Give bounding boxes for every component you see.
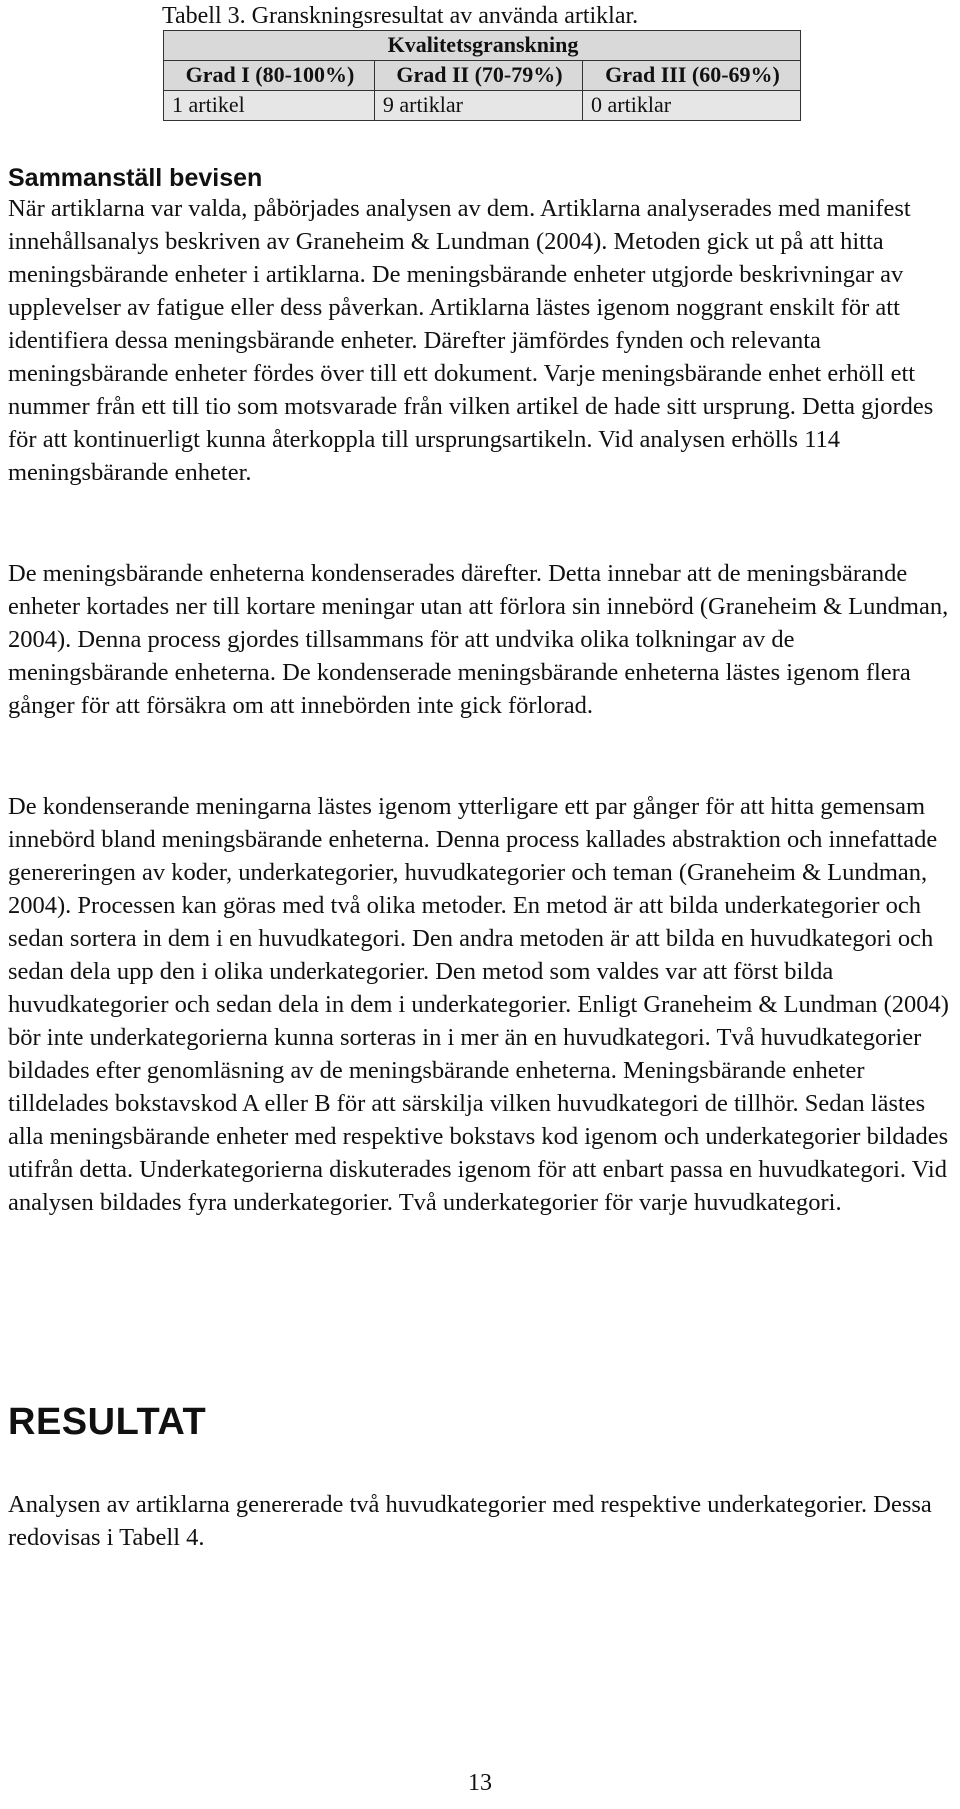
column-header: Grad II (70-79%)	[374, 61, 582, 91]
body-paragraph: De meningsbärande enheterna kondenserades därefter. Detta innebar att de meningsbärande enheter kortades ner till kortare meningar utan att förlora sin innebörd (Graneheim & Lundman, 2004). Denna process gjordes tillsammans för att undvika olika tolkningar av de meningsbärande enheterna. De kondenserade meningsbärande enheterna lästes igenom flera gånger för att försäkra om att innebörden inte gick förlorad.	[8, 560, 949, 719]
table-cell: 0 artiklar	[583, 91, 801, 121]
table-cell: 9 artiklar	[374, 91, 582, 121]
table-cell: 1 artikel	[164, 91, 375, 121]
table-header-row	[164, 61, 801, 91]
column-header: Grad III (60-69%)	[583, 61, 801, 91]
table-title: Kvalitetsgranskning	[164, 31, 801, 61]
section-heading: Sammanställ bevisen	[8, 164, 263, 192]
column-header: Grad I (80-100%)	[164, 61, 375, 91]
result-heading: RESULTAT	[8, 1401, 207, 1443]
body-paragraph: När artiklarna var valda, påbörjades analysen av dem. Artiklarna analyserades med manifest innehållsanalys beskriven av Graneheim & Lundman (2004). Metoden gick ut på att hitta meningsbärande enheter i artiklarna. De meningsbärande enheter utgjorde beskrivningar av upplevelser av fatigue eller dess påverkan. Artiklarna lästes igenom noggrant enskilt för att identifiera dessa meningsbärande enheter. Därefter jämfördes fynden och relevanta meningsbärande enheter fördes över till ett dokument. Varje meningsbärande enhet erhöll ett nummer från ett till tio som motsvarade från vilken artikel de hade sitt ursprung. Detta gjordes för att kontinuerligt kunna återkoppla till ursprungsartikeln. Vid analysen erhölls 114 meningsbärande enheter.	[8, 195, 934, 486]
result-paragraph: Analysen av artiklarna genererade två huvudkategorier med respektive underkategorier. Dessa redovisas i Tabell 4.	[8, 1491, 932, 1551]
quality-table	[163, 30, 801, 121]
body-paragraph: De kondenserande meningarna lästes igenom ytterligare ett par gånger för att hitta gemensam innebörd bland meningsbärande enheterna. Denna process kallades abstraktion och innefattade genereringen av koder, underkategorier, huvudkategorier och teman (Graneheim & Lundman, 2004). Processen kan göras med två olika metoder. En metod är att bilda underkategorier och sedan sortera in dem i en huvudkategori. Den andra metoden är att bilda en huvudkategori och sedan dela upp den i olika underkategorier. Den metod som valdes var att först bilda huvudkategorier och sedan dela in dem i underkategorier. Enligt Graneheim & Lundman (2004) bör inte underkategorierna kunna sorteras in i mer än en huvudkategori. Två huvudkategorier bildades efter genomläsning av de meningsbärande enheterna. Meningsbärande enheter tilldelades bokstavskod A eller B för att särskilja vilken huvudkategori de tillhör. Sedan lästes alla meningsbärande enheter med respektive bokstavs kod igenom och underkategorier bildades utifrån detta. Underkategorierna diskuterades igenom för att enbart passa en huvudkategori. Vid analysen bildades fyra underkategorier. Två underkategorier för varje huvudkategori.	[8, 793, 949, 1216]
table-row	[164, 91, 801, 121]
page-number: 13	[468, 1770, 492, 1796]
table-caption: Tabell 3. Granskningsresultat av använda artiklar.	[162, 3, 639, 29]
table-title-row	[164, 31, 801, 61]
